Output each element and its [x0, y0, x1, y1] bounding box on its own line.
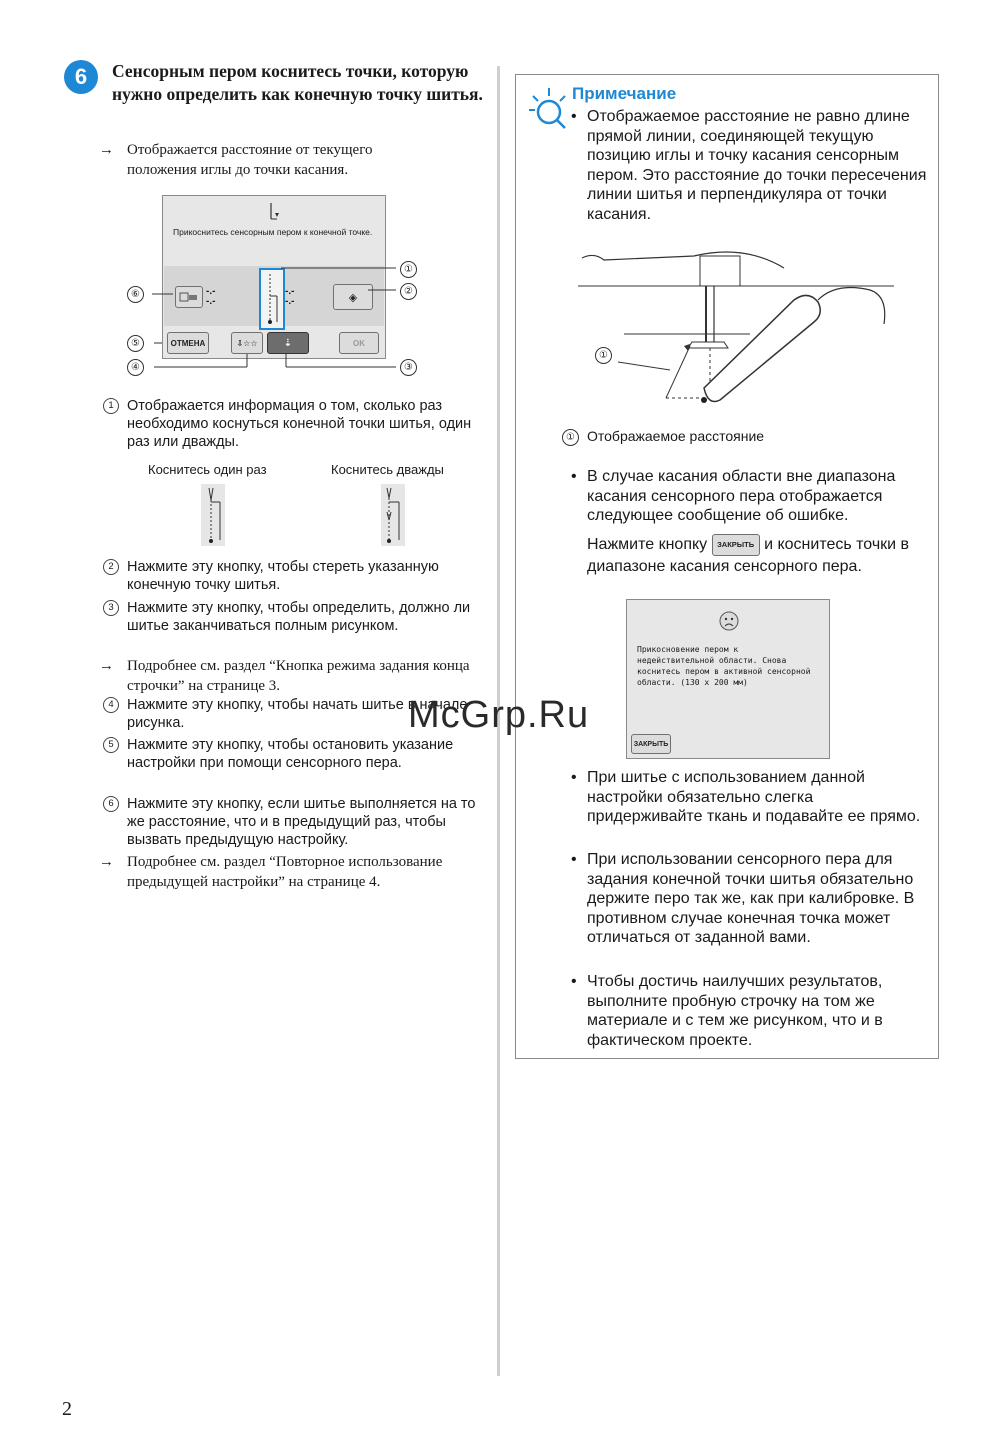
item-number: 3: [103, 600, 119, 616]
ok-button[interactable]: OK: [339, 332, 379, 354]
list-item-1: [108, 397, 487, 451]
bullet-text: При шитье с использованием данной настройки обязательно слегка придерживайте ткань и подавайте ее прямо.: [587, 769, 921, 825]
reference-recall: [99, 852, 447, 892]
callout-5: ⑤: [127, 335, 144, 352]
sewing-machine-illustration: [574, 238, 894, 408]
caption-callout-1: ①: [562, 429, 579, 446]
bullet-text: Отображаемое расстояние не равно длине прямой линии, соединяющей текущую позицию иглы и точку касания сенсорным пером. Это расстояние до точки пересечения линии шитья и перпендикуляра от точки касания.: [587, 108, 927, 223]
stitch-once-icon: [201, 484, 225, 546]
current-distance-value: -.- -.-: [285, 286, 295, 307]
step-title: Сенсорным пером коснитесь точки, которую нужно определить как конечную точку шитья.: [112, 61, 483, 104]
item-text: Нажмите эту кнопку, чтобы остановить указание настройки при помощи сенсорного пера.: [127, 737, 454, 771]
sad-face-icon: [718, 610, 740, 632]
press-text-after: и коснитесь точки в диапазоне касания сенсорного пера.: [587, 536, 910, 576]
list-item-6: [108, 795, 487, 849]
step-result-text: Отображается расстояние от текущего положения иглы до точки касания.: [127, 142, 373, 178]
error-screen: [626, 599, 830, 759]
callout-2: ②: [400, 283, 417, 300]
item-text: Нажмите эту кнопку, чтобы стереть указанную конечную точку шитья.: [127, 559, 439, 593]
watermark: McGrp.Ru: [408, 694, 590, 736]
bullet-text: Чтобы достичь наилучших результатов, выполните пробную строчку на том же материале и с тем же рисунком, что и в фактическом проекте.: [587, 973, 883, 1049]
figure-caption: Отображаемое расстояние: [587, 428, 765, 444]
stitch-twice-icon: [381, 484, 405, 546]
arrow-right-icon: →: [99, 658, 114, 674]
item-text: Отображается информация о том, сколько раз необходимо коснуться конечной точки шитья, один раз или дважды.: [127, 398, 472, 450]
note-title: Примечание: [572, 84, 677, 103]
callout-leaders: [140, 255, 410, 375]
touch-twice-indicator: [381, 484, 405, 546]
page-number: 2: [62, 1398, 72, 1420]
bullet-text: При использовании сенсорного пера для задания конечной точки шитья обязательно держите перо так же, как при калибровке. В противном случае конечная точка может отличаться от заданной вами.: [587, 851, 915, 946]
close-button-inline[interactable]: ЗАКРЫТЬ: [712, 534, 760, 556]
step-number-badge: 6: [64, 60, 98, 94]
arrow-right-icon: →: [99, 142, 114, 158]
item-number: 2: [103, 559, 119, 575]
close-instruction: [587, 534, 932, 578]
restart-pattern-icon: ⇩☆☆: [236, 338, 258, 348]
item-number: 4: [103, 697, 119, 713]
item-text: Нажмите эту кнопку, чтобы начать шитье в начале рисунка.: [127, 697, 468, 731]
callout-4: ④: [127, 359, 144, 376]
error-message: Прикосновение пером к недействительной области. Снова коснитесь пером в активной сенсорной области. (130 x 200 мм): [637, 645, 811, 687]
note-bullet-3: [571, 768, 932, 827]
note-bullet-1: [571, 107, 927, 224]
bullet-icon: •: [571, 468, 577, 485]
note-bullet-4: [571, 850, 932, 948]
bullet-icon: •: [571, 769, 577, 786]
eraser-icon: ◈: [348, 291, 358, 304]
item-number: 5: [103, 737, 119, 753]
step-result: [99, 140, 427, 180]
close-button[interactable]: ЗАКРЫТЬ: [631, 734, 671, 754]
touch-once-indicator: [201, 484, 225, 546]
touch-once-label: Коснитесь один раз: [148, 462, 267, 477]
figure-callout-1: ①: [595, 347, 612, 364]
needle-icon: [263, 202, 283, 222]
screen-message: Прикоснитесь сенсорным пером к конечной точке.: [173, 227, 373, 237]
end-mode-icon: ⇣: [283, 337, 293, 349]
callout-3: ③: [400, 359, 417, 376]
bullet-icon: •: [571, 851, 577, 868]
item-text: Нажмите эту кнопку, если шитье выполняется на то же расстояние, что и в предыдущий раз, чтобы вызвать предыдущую настройку.: [127, 796, 476, 848]
list-item-3: [108, 599, 487, 635]
bullet-icon: •: [571, 108, 577, 125]
list-item-5: [108, 736, 487, 772]
previous-distance-value: -.- -.-: [206, 286, 216, 307]
arrow-right-icon: →: [99, 854, 114, 870]
bullet-icon: •: [571, 973, 577, 990]
cancel-button[interactable]: ОТМЕНА: [167, 332, 209, 354]
reference-text: Подробнее см. раздел “Повторное использование предыдущей настройки” на странице 4.: [127, 854, 443, 890]
note-bullet-5: [571, 972, 932, 1050]
note-bullet-2: [571, 467, 932, 526]
bullet-text: В случае касания области вне диапазона касания сенсорного пера отображается следующее сообщение об ошибке.: [587, 468, 896, 524]
reference-text: Подробнее см. раздел “Кнопка режима задания конца строчки” на странице 3.: [127, 658, 470, 694]
reference-end-mode: [99, 656, 487, 696]
touch-twice-label: Коснитесь дважды: [331, 462, 444, 477]
callout-6: ⑥: [127, 286, 144, 303]
lightbulb-note-icon: [527, 84, 569, 132]
list-item-2: [108, 558, 487, 594]
item-number: 6: [103, 796, 119, 812]
callout-1: ①: [400, 261, 417, 278]
item-number: 1: [103, 398, 119, 414]
item-text: Нажмите эту кнопку, чтобы определить, должно ли шитье заканчиваться полным рисунком.: [127, 600, 471, 634]
press-text-before: Нажмите кнопку: [587, 536, 708, 554]
